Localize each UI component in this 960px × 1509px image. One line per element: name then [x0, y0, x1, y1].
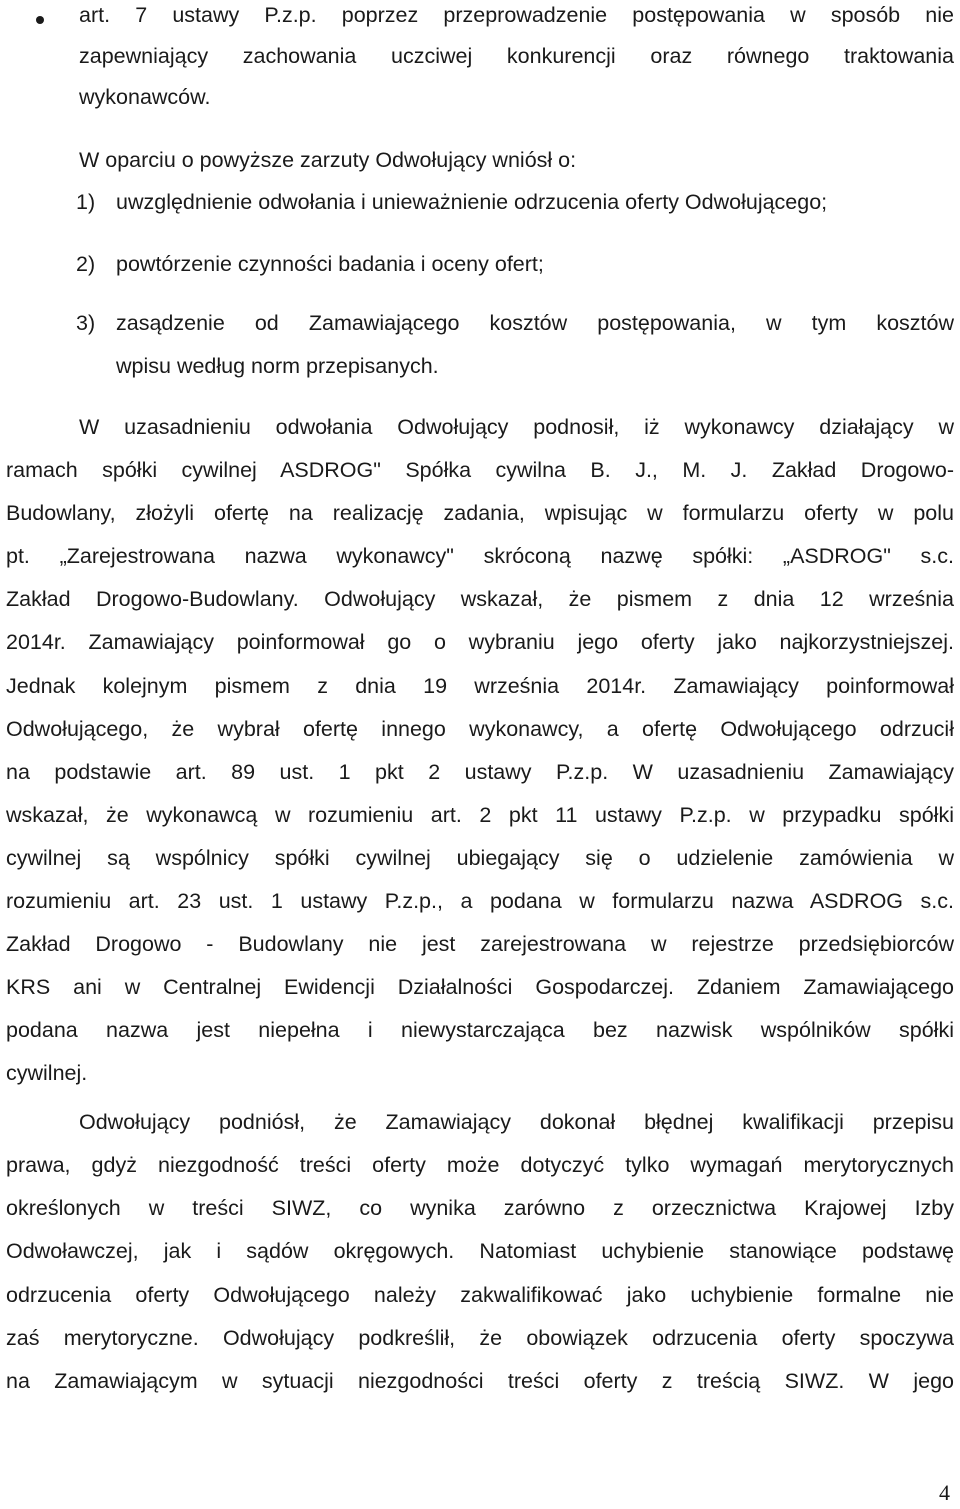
paragraph-line: podana nazwa jest niepełna i niewystarczająca bez nazwisk wspólników spółki — [6, 1018, 954, 1042]
paragraph-line: 2014r. Zamawiający poinformował go o wybraniu jego oferty jako najkorzystniejszej. — [6, 630, 954, 654]
paragraph-line: W uzasadnieniu odwołania Odwołujący podnosił, iż wykonawcy działający w — [79, 415, 954, 439]
paragraph-line: ramach spółki cywilnej ASDROG" Spółka cywilna B. J., M. J. Zakład Drogowo- — [6, 458, 954, 482]
paragraph-line: Odwołujący podniósł, że Zamawiający dokonał błędnej kwalifikacji przepisu — [79, 1110, 954, 1134]
paragraph-line: Odwoławczej, jak i sądów okręgowych. Natomiast uchybienie stanowiące podstawę — [6, 1239, 954, 1263]
paragraph-line: Zakład Drogowo - Budowlany nie jest zarejestrowana w rejestrze przedsiębiorców — [6, 932, 954, 956]
demand-text: uwzględnienie odwołania i unieważnienie odrzucenia oferty Odwołującego; — [116, 190, 828, 214]
bullet-icon — [36, 16, 44, 24]
paragraph-line: KRS ani w Centralnej Ewidencji Działalności Gospodarczej. Zdaniem Zamawiającego — [6, 975, 954, 999]
demand-text: wpisu według norm przepisanych. — [116, 354, 439, 378]
paragraph-line: Zakład Drogowo-Budowlany. Odwołujący wskazał, że pismem z dnia 12 września — [6, 587, 954, 611]
paragraph-line: odrzucenia oferty Odwołującego należy zakwalifikować jako uchybienie formalne nie — [6, 1283, 954, 1307]
page-number: 4 — [939, 1480, 950, 1505]
paragraph-line: Budowlany, złożyli ofertę na realizację zadania, wpisując w formularzu oferty w polu — [6, 501, 954, 525]
paragraph-line: wskazał, że wykonawcą w rozumieniu art. 2 pkt 11 ustawy P.z.p. w przypadku spółki — [6, 803, 954, 827]
paragraph-line: określonych w treści SIWZ, co wynika zarówno z orzecznictwa Krajowej Izby — [6, 1196, 954, 1220]
demand-text: zasądzenie od Zamawiającego kosztów postępowania, w tym kosztów — [116, 311, 954, 335]
paragraph-line: rozumieniu art. 23 ust. 1 ustawy P.z.p., a podana w formularzu nazwa ASDROG s.c. — [6, 889, 954, 913]
paragraph-line: na podstawie art. 89 ust. 1 pkt 2 ustawy P.z.p. W uzasadnieniu Zamawiający — [6, 760, 954, 784]
demand-text: powtórzenie czynności badania i oceny ofert; — [116, 252, 544, 276]
demand-number: 3) — [76, 311, 96, 335]
paragraph-line: Jednak kolejnym pismem z dnia 19 września 2014r. Zamawiający poinformował — [6, 674, 954, 698]
demand-number: 1) — [76, 190, 96, 214]
bullet-line: zapewniający zachowania uczciwej konkurencji oraz równego traktowania — [79, 44, 954, 68]
bullet-line: art. 7 ustawy P.z.p. poprzez przeprowadzenie postępowania w sposób nie — [79, 3, 954, 27]
demand-number: 2) — [76, 252, 96, 276]
paragraph-line: pt. „Zarejestrowana nazwa wykonawcy" skróconą nazwę spółki: „ASDROG" s.c. — [6, 544, 954, 568]
paragraph-line: Odwołującego, że wybrał ofertę innego wykonawcy, a ofertę Odwołującego odrzucił — [6, 717, 954, 741]
paragraph-line: cywilnej. — [6, 1061, 88, 1085]
paragraph-line: prawa, gdyż niezgodność treści oferty może dotyczyć tylko wymagań merytorycznych — [6, 1153, 954, 1177]
paragraph-line: cywilnej są wspólnicy spółki cywilnej ubiegający się o udzielenie zamówienia w — [6, 846, 954, 870]
paragraph-line: na Zamawiającym w sytuacji niezgodności treści oferty z treścią SIWZ. W jego — [6, 1369, 954, 1393]
demands-intro: W oparciu o powyższe zarzuty Odwołujący wniósł o: — [79, 148, 577, 172]
paragraph-line: zaś merytoryczne. Odwołujący podkreślił, że obowiązek odrzucenia oferty spoczywa — [6, 1326, 954, 1350]
bullet-line: wykonawców. — [79, 85, 211, 109]
